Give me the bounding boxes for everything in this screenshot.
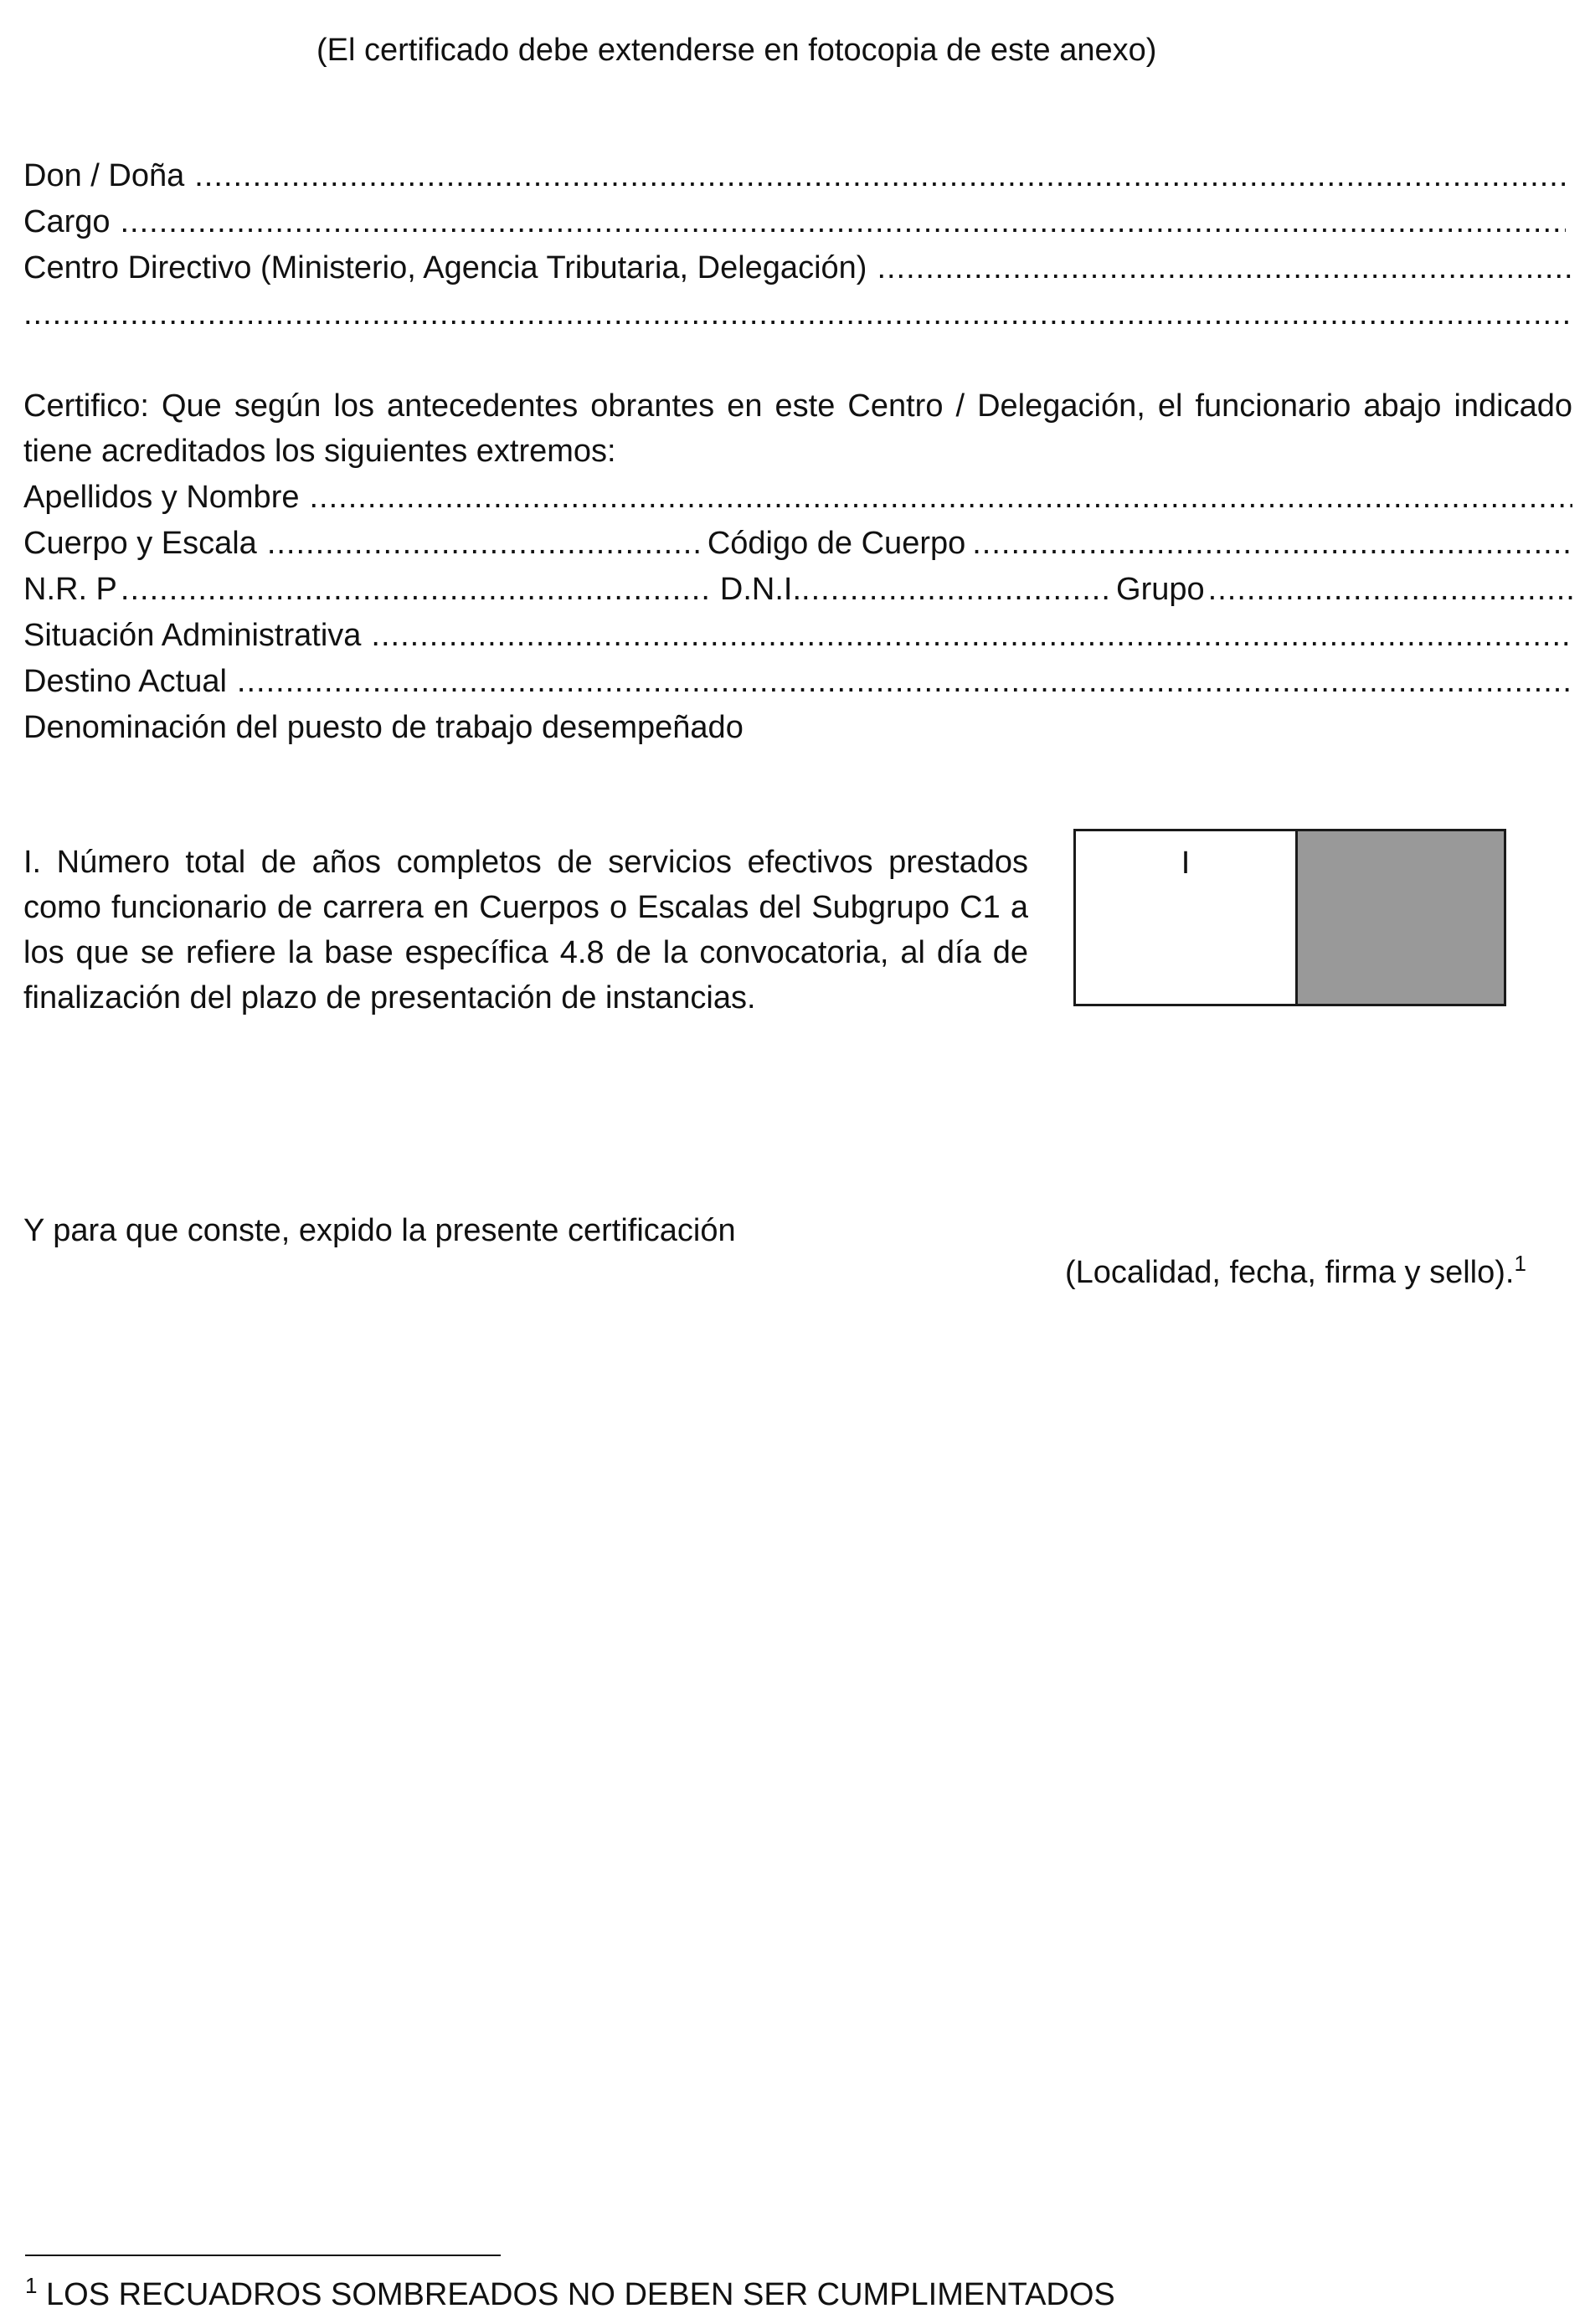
codigo-cuerpo-field[interactable]	[972, 523, 1572, 563]
certifico-paragraph: Certifico: Que según los antecedentes obrantes en este Centro / Delegación, el funcionario abajo indicado tiene acreditados los siguientes extremos:	[23, 388, 1572, 469]
centro-directivo-field-continuation[interactable]	[23, 294, 1572, 334]
nrp-field[interactable]	[121, 569, 713, 609]
years-input-box[interactable]	[1073, 829, 1298, 1006]
don-dona-line	[23, 156, 1566, 196]
situacion-field[interactable]	[371, 615, 1572, 656]
apellidos-label: Apellidos y Nombre	[23, 480, 300, 515]
cuerpo-field[interactable]	[267, 523, 701, 563]
header-note: (El certificado debe extenderse en fotocopia de este anexo)	[316, 33, 1157, 68]
situacion-label: Situación Administrativa	[23, 618, 362, 653]
footnote-ref: 1	[1514, 1251, 1526, 1276]
grupo-label: Grupo	[1116, 572, 1205, 607]
shaded-box	[1295, 829, 1506, 1006]
signature-line	[1065, 1252, 1526, 1293]
footnote-separator	[25, 2255, 501, 2256]
cuerpo-label: Cuerpo y Escala	[23, 526, 257, 561]
signature-text: (Localidad, fecha, firma y sello).	[1065, 1255, 1515, 1290]
nrp-label: N.R. P	[23, 572, 117, 607]
cuerpo-codigo-line	[23, 523, 1572, 563]
situacion-line	[23, 615, 1572, 656]
section-i-text: I. Número total de años completos de servicios efectivos prestados como funcionario de carrera en Cuerpos o Escalas del Subgrupo C1 a los que se refiere la base específica 4.8 de la convocatoria, al día de finalización del plazo de presentación de instancias.	[23, 845, 1028, 1015]
codigo-cuerpo-label: Código de Cuerpo	[707, 526, 966, 561]
cargo-line	[23, 202, 1566, 242]
apellidos-line	[23, 477, 1572, 517]
dni-label: D.N.I.	[719, 572, 802, 607]
destino-label: Destino Actual	[23, 664, 227, 699]
closing-text: Y para que conste, expido la presente certificación	[23, 1213, 736, 1248]
centro-directivo-field[interactable]	[877, 248, 1572, 288]
destino-field[interactable]	[237, 661, 1572, 702]
cargo-label: Cargo	[23, 204, 111, 239]
footnote-marker: 1	[25, 2273, 38, 2298]
apellidos-field[interactable]	[309, 477, 1572, 517]
years-box-label: I	[1181, 846, 1191, 881]
denominacion-label: Denominación del puesto de trabajo desempeñado	[23, 710, 744, 745]
centro-directivo-label: Centro Directivo (Ministerio, Agencia Tributaria, Delegación)	[23, 250, 867, 285]
footnote	[25, 2275, 1115, 2315]
don-dona-field[interactable]	[194, 156, 1566, 196]
nrp-dni-grupo-line	[23, 569, 1572, 609]
grupo-field[interactable]	[1208, 569, 1572, 609]
dni-field[interactable]	[801, 569, 1113, 609]
cargo-field[interactable]	[121, 202, 1567, 242]
centro-directivo-continuation-line	[23, 294, 1572, 334]
destino-line	[23, 661, 1572, 702]
don-dona-label: Don / Doña	[23, 158, 185, 193]
centro-directivo-line	[23, 248, 1572, 288]
footnote-text: LOS RECUADROS SOMBREADOS NO DEBEN SER CUMPLIMENTADOS	[46, 2277, 1115, 2312]
